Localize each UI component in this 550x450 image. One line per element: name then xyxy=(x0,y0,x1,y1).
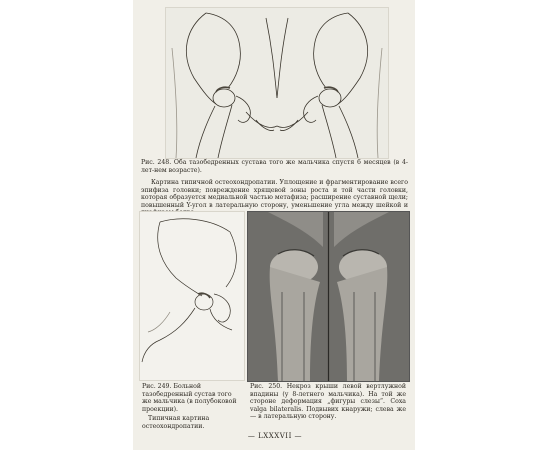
figure-248-caption: Рис. 248. Оба тазобедренных сустава того же мальчика спустя 6 месяцев (в 4-лет-нем возрасте). xyxy=(141,159,408,174)
figure-248-description: Картина типичной остеохондропатии. Уплощение и фрагментирование всего эпифиза головки; повреждение хрящевой зоны роста и той части головки, которая образуется медиальной частью метафиза; расширение суставной щели; повышенный Y-угол в латеральную сторону, уменьшение угла между шейкой и xyxy=(141,179,408,209)
figure-250-caption: Рис. 250. Некроз крыши левой вертлужной впадины (у 8-летнего мальчика). На той же стороне деформация „фигуры слезы“. Coxa valga bilateralis. Подвывих кнаружи; слева же — в латеральную сторону. xyxy=(250,383,406,420)
figure-250-xray-photo xyxy=(247,211,410,382)
figure-249-description: Типичная картина остеохондропатии. xyxy=(142,415,210,430)
figure-248-hips-drawing xyxy=(165,7,389,159)
page-number: — LXXXVII — xyxy=(247,432,303,440)
figure-249-hip-sketch xyxy=(139,211,245,381)
figure-249-caption-block xyxy=(142,383,242,430)
figure-249-caption: Рис. 249. Больной тазобедренный сустав того же мальчика (в полубоковой проекции). xyxy=(142,383,237,413)
figure-248-caption-block xyxy=(141,159,408,217)
